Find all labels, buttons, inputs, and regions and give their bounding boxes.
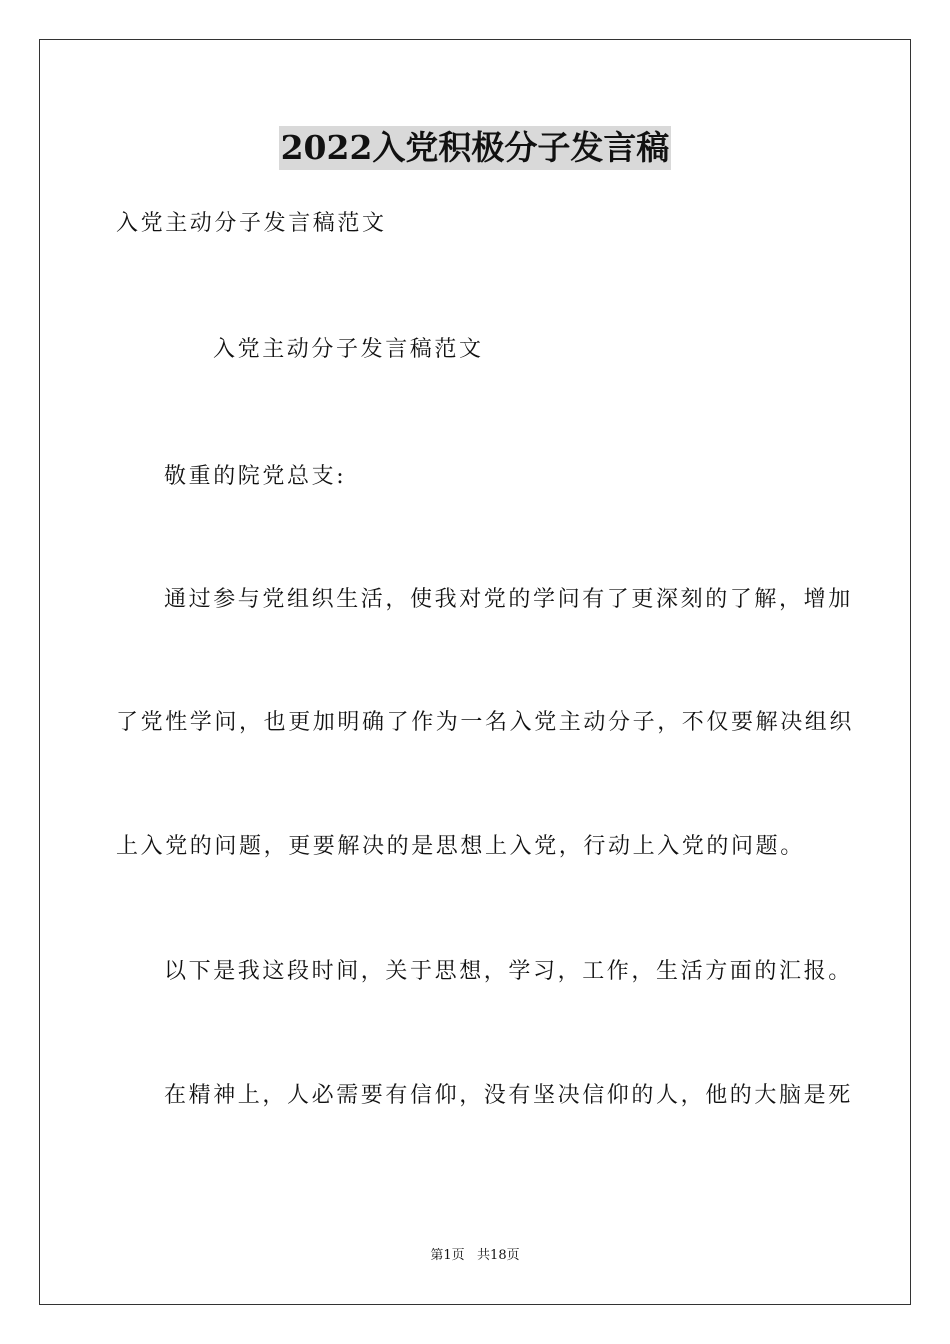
page-footer: 第1页 共18页 — [430, 1248, 520, 1263]
body-text-line: 通过参与党组织生活，使我对党的学问有了更深刻的了解，增加 — [164, 587, 853, 612]
body-text-line: 在精神上，人必需要有信仰，没有坚决信仰的人，他的大脑是死 — [164, 1083, 853, 1108]
body-text-line: 上入党的问题，更要解决的是思想上入党，行动上入党的问题。 — [116, 834, 805, 859]
body-text-line: 了党性学问，也更加明确了作为一名入党主动分子，不仅要解决组织 — [116, 710, 855, 735]
subtitle-line: 入党主动分子发言稿范文 — [116, 211, 387, 236]
document-title: 2022入党积极分子发言稿 — [279, 126, 672, 170]
body-text-line: 以下是我这段时间，关于思想，学习，工作，生活方面的汇报。 — [164, 959, 853, 984]
title-container — [0, 126, 950, 170]
salutation-line: 敬重的院党总支: — [164, 464, 347, 489]
heading-line: 入党主动分子发言稿范文 — [213, 337, 484, 362]
